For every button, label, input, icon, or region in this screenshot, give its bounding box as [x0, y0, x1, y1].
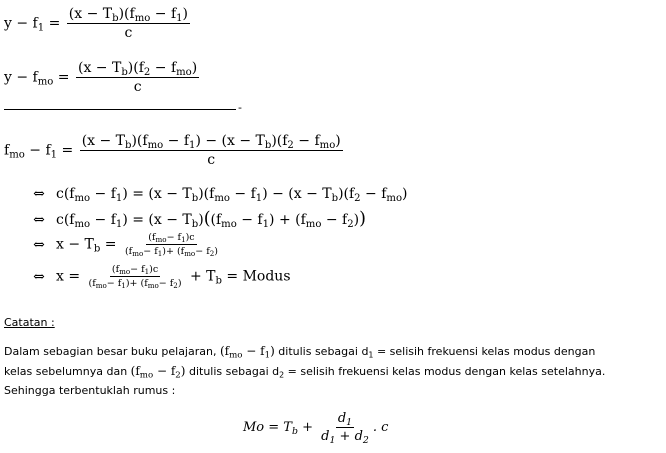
eq3-denominator: c — [207, 152, 216, 168]
note-heading: Catatan : — [4, 316, 55, 329]
eq2-denominator: c — [133, 79, 142, 95]
eq3-fraction — [80, 133, 343, 168]
eq1-lhs-sub: 1 — [37, 22, 45, 34]
eq1-fraction — [67, 6, 190, 41]
equation-1 — [4, 6, 192, 41]
iff-arrow-icon: ⇔ — [33, 268, 45, 285]
paragraph-line-1: Dalam sebagian besar buku pelajaran, $(f_{mo} - f_1)$ ditulis sebagai $d_1$ = selisih frekuensi kelas modus dengan — [4, 344, 596, 361]
equation-2 — [4, 60, 201, 95]
step-3: ⇔ $x - T_b$ = $\frac{(f_{mo}- f_1)c}{(f_{mo}- f_1)+ (f_{mo}- f_2)}$ — [28, 232, 222, 257]
eq1-equals: = — [44, 15, 65, 32]
iff-arrow-icon: ⇔ — [33, 236, 45, 253]
eq1-numerator: $(x - T_b)(f_{mo} - f_1)$ — [68, 6, 189, 25]
paragraph-line-2: kelas sebelumnya dan $(f_{mo} - f_2)$ ditulis sebagai $d_2$ = selisih frekuensi kelas modus dengan kelas setelahnya. — [4, 364, 606, 381]
eq2-equals: = — [53, 69, 74, 86]
step3-fraction: $\frac{(f_{mo}- f_1)c}{(f_{mo}- f_1)+ (f_{mo}- f_2)}$ — [124, 232, 218, 259]
eq2-numerator: $(x - T_b)(f_2 - f_{mo})$ — [78, 60, 198, 79]
eq2-fraction — [76, 60, 199, 95]
subtraction-mark: - — [238, 101, 242, 114]
mode-formula: $Mo = T_b$ + $\frac{d_1}{d_1 + d_2}$ . c — [243, 411, 389, 446]
eq2-lhs-sub: mo — [37, 76, 54, 88]
step-4: ⇔ x = $\frac{(f_{mo}- f_1)c}{(f_{mo}- f_1)+ (f_{mo}- f_2)}$ + $T_b$ = Modus — [28, 264, 291, 289]
eq2-lhs: y − f — [4, 69, 38, 86]
eq1-denominator: c — [124, 25, 133, 41]
eq3-numerator: $(x - T_b)(f_{mo} - f_1) - (x - T_b)(f_2 - f_{mo})$ — [81, 133, 341, 152]
mode-formula-fraction: $\frac{d_1}{d_1 + d_2}$ — [321, 411, 369, 446]
step-2: ⇔ $c(f_{mo} - f_1) = (x - T_b)((f_{mo} - f_1) + (f_{mo} - f_2))$ — [28, 209, 366, 229]
paragraph-line-3: Sehingga terbentuklah rumus : — [4, 384, 176, 397]
eq1-lhs: y − f — [4, 15, 38, 32]
iff-arrow-icon: ⇔ — [33, 212, 45, 228]
step4-fraction: $\frac{(f_{mo}- f_1)c}{(f_{mo}- f_1)+ (f_{mo}- f_2)}$ — [88, 264, 182, 291]
iff-arrow-icon: ⇔ — [33, 186, 45, 202]
subtraction-rule — [4, 109, 236, 110]
equation-3: $f_{mo} - f_1$ = $\frac{(x - T_b)(f_{mo} - f_1) - (x - T_b)(f_2 - f_{mo})}{c}$ — [4, 133, 341, 168]
step-1: ⇔ $c(f_{mo} - f_1) = (x - T_b)(f_{mo} - f_1) - (x - T_b)(f_2 - f_{mo})$ — [28, 186, 408, 202]
